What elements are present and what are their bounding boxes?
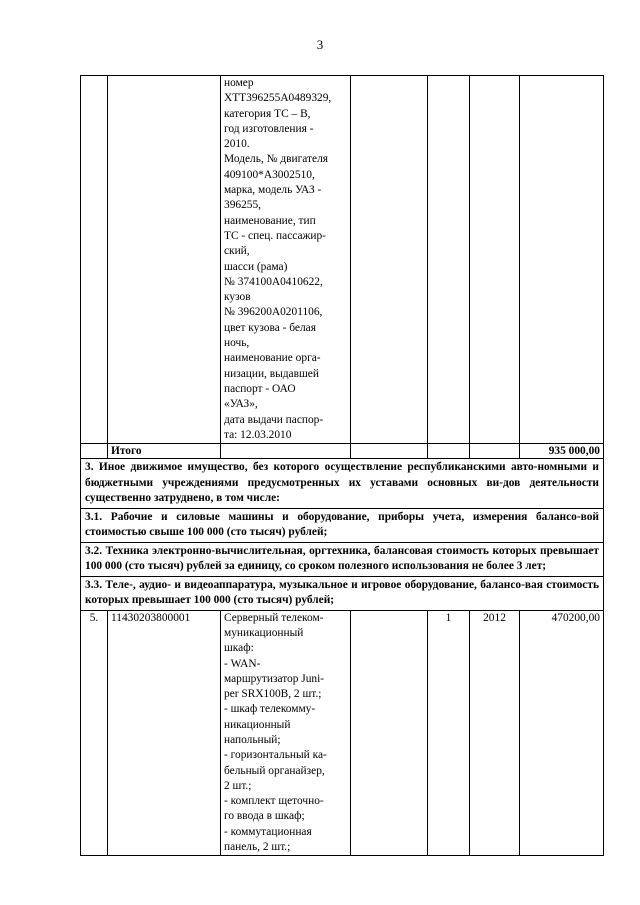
section-3-3-row [81,576,604,610]
item-description: Серверный телеком- муникационный шкаф: - WAN- маршрутизатор Juni- per SRX100B, 2 шт.; - шкаф телекомму- никационный напольный; - горизонтальный ка- бельный органайзер, 2 шт.; - комплект щеточно- го ввода в шкаф; - коммутационная панель, 2 шт.; [221,610,351,856]
vehicle-description-cell: номер XТТ396255А0489329, категория ТС – В, год изготовления - 2010. Модель, № двигателя 409100*А3002510, марка, модель УАЗ - 396255, наименование, тип ТС - спец. пассажир- ский, шасси (рама) № 374100А0410622, кузов № 396200А0201106, цвет кузова - белая ночь, наименование орга- низации, выдавшей паспорт - ОАО «УАЗ», дата выдачи паспор- та: 12.03.2010 [221,76,351,444]
total-row [81,444,604,459]
inventory-code: 11430203800001 [108,610,221,856]
item-year: 2012 [470,610,520,856]
section-3-1-row [81,508,604,542]
section-3-2-heading: 3.2. Техника электронно-вычислительная, оргтехника, балансовая стоимость которых превышает 100 000 (сто тысяч) рублей за единицу, со сроком полезного использования не более 3 лет; [81,542,604,576]
table-row-5 [81,610,604,856]
row-number: 5. [81,610,108,856]
section-3-1-heading: 3.1. Рабочие и силовые машины и оборудование, приборы учета, измерения балансо-вой стоимостью свыше 100 000 (сто тысяч) рублей; [81,508,604,542]
page-number: 3 [316,37,324,52]
section-3-2-row [81,542,604,576]
section-3-row [81,459,604,509]
total-value: 935 000,00 [520,444,604,459]
total-label: Итого [108,444,221,459]
item-value: 470200,00 [520,610,604,856]
table-row-continued [81,76,604,444]
section-3-3-heading: 3.3. Теле-, аудио- и видеоаппаратура, музыкальное и игровое оборудование, балансо-вая стоимость которых превышает 100 000 (сто тысяч) рублей; [81,576,604,610]
property-table [80,75,604,856]
item-quantity: 1 [428,610,470,856]
section-3-heading: 3. Иное движимое имущество, без которого осуществление республиканскими авто-номными и бюджетными учреждениями предусмотренных их уставами основных ви-дов деятельности существенно затруднено, в том числе: [81,459,604,509]
